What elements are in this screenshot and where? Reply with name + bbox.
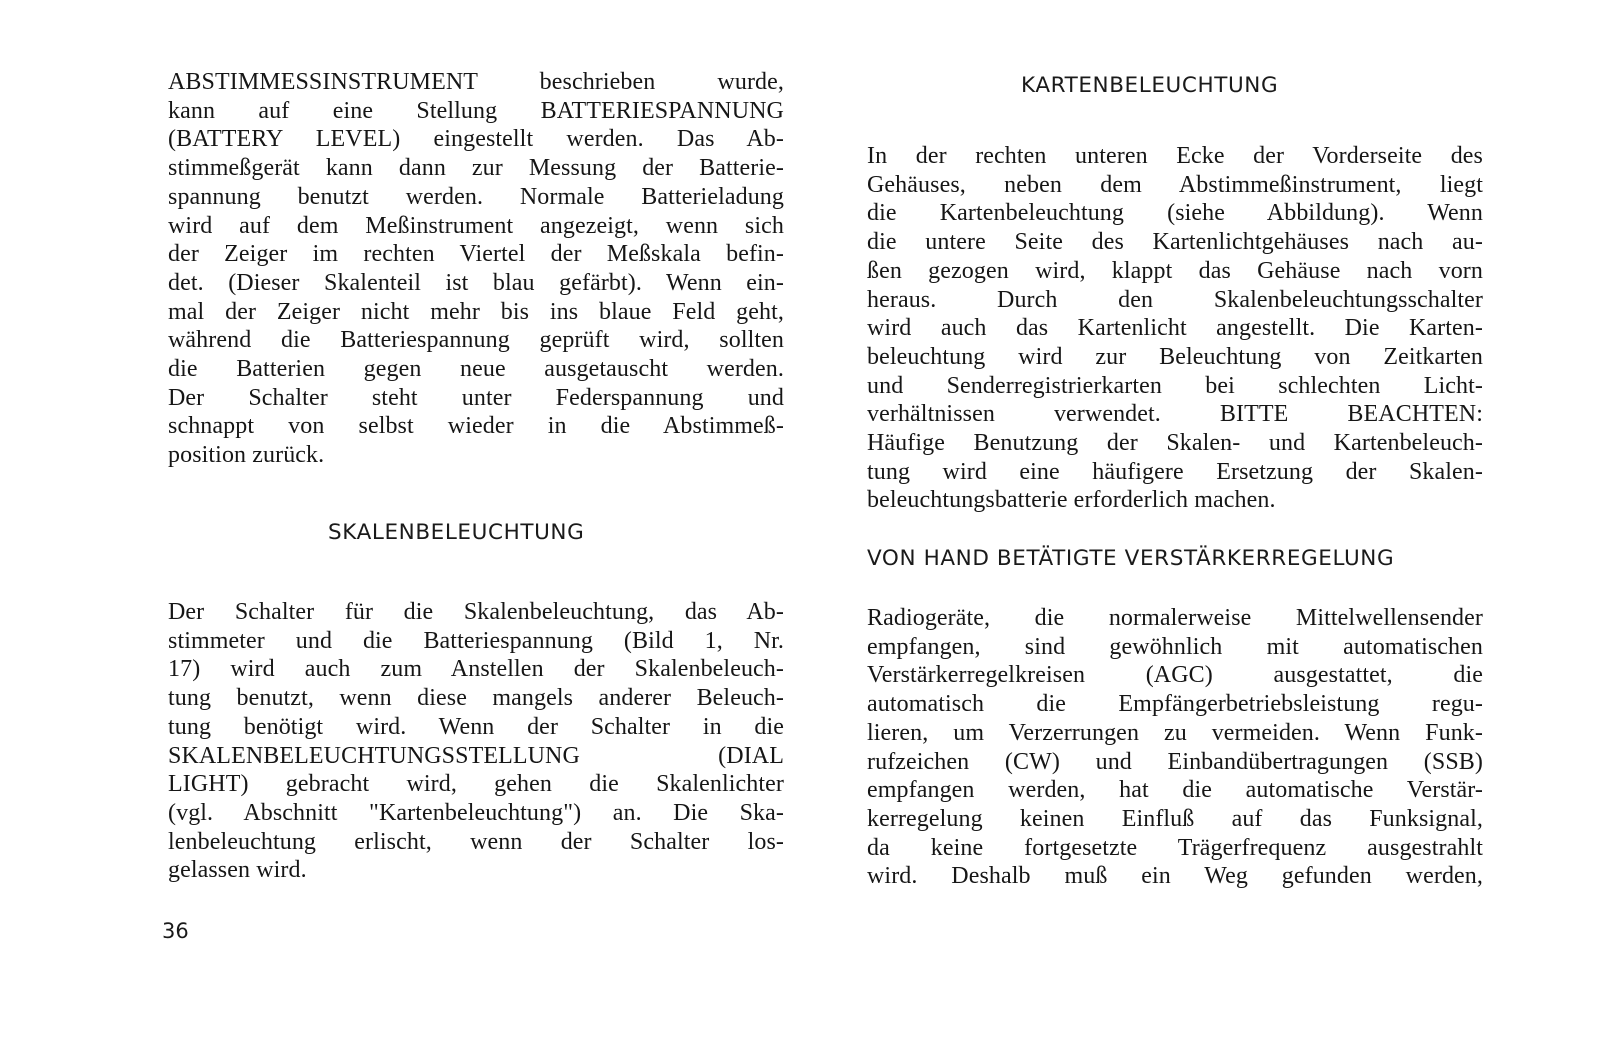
text-line: Radiogeräte, die normalerweise Mittelwellensender — [867, 605, 1483, 631]
text-line: wird. Deshalb muß ein Weg gefunden werden, — [867, 863, 1483, 890]
text-line: LIGHT) gebracht wird, gehen die Skalenlichter — [168, 771, 784, 798]
text-line: und Senderregistrierkarten bei schlechten Licht- — [867, 372, 1483, 399]
text-line: da keine fortgesetzte Trägerfrequenz ausgestrahlt — [867, 834, 1483, 861]
text-line: det. (Dieser Skalenteil ist blau gefärbt). Wenn ein- — [168, 269, 784, 296]
text-line: (vgl. Abschnitt "Kartenbeleuchtung") an. Die Ska- — [168, 799, 784, 826]
text-line: 17) wird auch zum Anstellen der Skalenbeleuch- — [168, 656, 784, 683]
text-line: kann auf eine Stellung BATTERIESPANNUNG — [168, 97, 784, 124]
text-line: ABSTIMMESSINSTRUMENT beschrieben wurde, — [168, 69, 784, 95]
text-line: die untere Seite des Kartenlichtgehäuses nach au- — [867, 229, 1483, 256]
text-line: lenbeleuchtung erlischt, wenn der Schalter los- — [168, 828, 784, 855]
text-line: stimmeter und die Batteriespannung (Bild 1, Nr. — [168, 627, 784, 654]
text-line: spannung benutzt werden. Normale Batterieladung — [168, 183, 784, 210]
text-line: SKALENBELEUCHTUNGSSTELLUNG (DIAL — [168, 742, 784, 769]
text-line: gelassen wird. — [168, 857, 307, 884]
manual-gain-paragraph — [867, 604, 1483, 891]
map-light-paragraph — [867, 142, 1483, 515]
text-line: Gehäuses, neben dem Abstimmeßinstrument, liegt — [867, 171, 1483, 198]
text-line: ßen gezogen wird, klappt das Gehäuse nach vorn — [867, 257, 1483, 284]
text-line: empfangen werden, hat die automatische Verstär- — [867, 777, 1483, 804]
text-line: (BATTERY LEVEL) eingestellt werden. Das Ab- — [168, 126, 784, 153]
text-line: lieren, um Verzerrungen zu vermeiden. Wenn Funk- — [867, 719, 1483, 746]
text-line: In der rechten unteren Ecke der Vorderseite des — [867, 143, 1483, 169]
text-line: beleuchtungsbatterie erforderlich machen. — [867, 487, 1276, 514]
manual-gain-heading: VON HAND BETÄTIGTE VERSTÄRKERREGELUNG — [867, 546, 1395, 571]
text-line: Häufige Benutzung der Skalen- und Kartenbeleuch- — [867, 430, 1483, 457]
text-line: tung benötigt wird. Wenn der Schalter in die — [168, 713, 784, 740]
text-line: der Zeiger im rechten Viertel der Meßskala befin- — [168, 241, 784, 268]
text-line: während die Batteriespannung geprüft wird, sollten — [168, 327, 784, 354]
text-line: tung benutzt, wenn diese mangels anderer Beleuch- — [168, 685, 784, 712]
text-line: empfangen, sind gewöhnlich mit automatischen — [867, 633, 1483, 660]
text-line: beleuchtung wird zur Beleuchtung von Zeitkarten — [867, 343, 1483, 370]
text-line: wird auf dem Meßinstrument angezeigt, wenn sich — [168, 212, 784, 239]
text-line: stimmeßgerät kann dann zur Messung der Batterie- — [168, 155, 784, 182]
text-line: heraus. Durch den Skalenbeleuchtungsschalter — [867, 286, 1483, 313]
map-light-heading: KARTENBELEUCHTUNG — [1021, 73, 1279, 98]
text-line: verhältnissen verwendet. BITTE BEACHTEN: — [867, 401, 1483, 428]
text-line: tung wird eine häufigere Ersetzung der Skalen- — [867, 458, 1483, 485]
text-line: kerregelung keinen Einfluß auf das Funksignal, — [867, 805, 1483, 832]
dial-light-heading: SKALENBELEUCHTUNG — [328, 520, 585, 545]
text-line: die Batterien gegen neue ausgetauscht werden. — [168, 356, 784, 383]
text-line: Der Schalter für die Skalenbeleuchtung, das Ab- — [168, 599, 784, 625]
text-line: automatisch die Empfängerbetriebsleistung regu- — [867, 691, 1483, 718]
text-line: die Kartenbeleuchtung (siehe Abbildung). Wenn — [867, 200, 1483, 227]
text-line: rufzeichen (CW) und Einbandübertragungen (SSB) — [867, 748, 1483, 775]
text-line: schnappt von selbst wieder in die Abstimmeß- — [168, 413, 784, 440]
page-number: 36 — [162, 919, 189, 943]
text-line: wird auch das Kartenlicht angestellt. Die Karten- — [867, 315, 1483, 342]
text-line: Verstärkerregelkreisen (AGC) ausgestattet, die — [867, 662, 1483, 689]
text-line: position zurück. — [168, 442, 325, 469]
battery-level-paragraph — [168, 68, 784, 470]
text-line: mal der Zeiger nicht mehr bis ins blaue Feld geht, — [168, 298, 784, 325]
dial-light-paragraph — [168, 598, 784, 885]
text-line: Der Schalter steht unter Federspannung und — [168, 384, 784, 411]
